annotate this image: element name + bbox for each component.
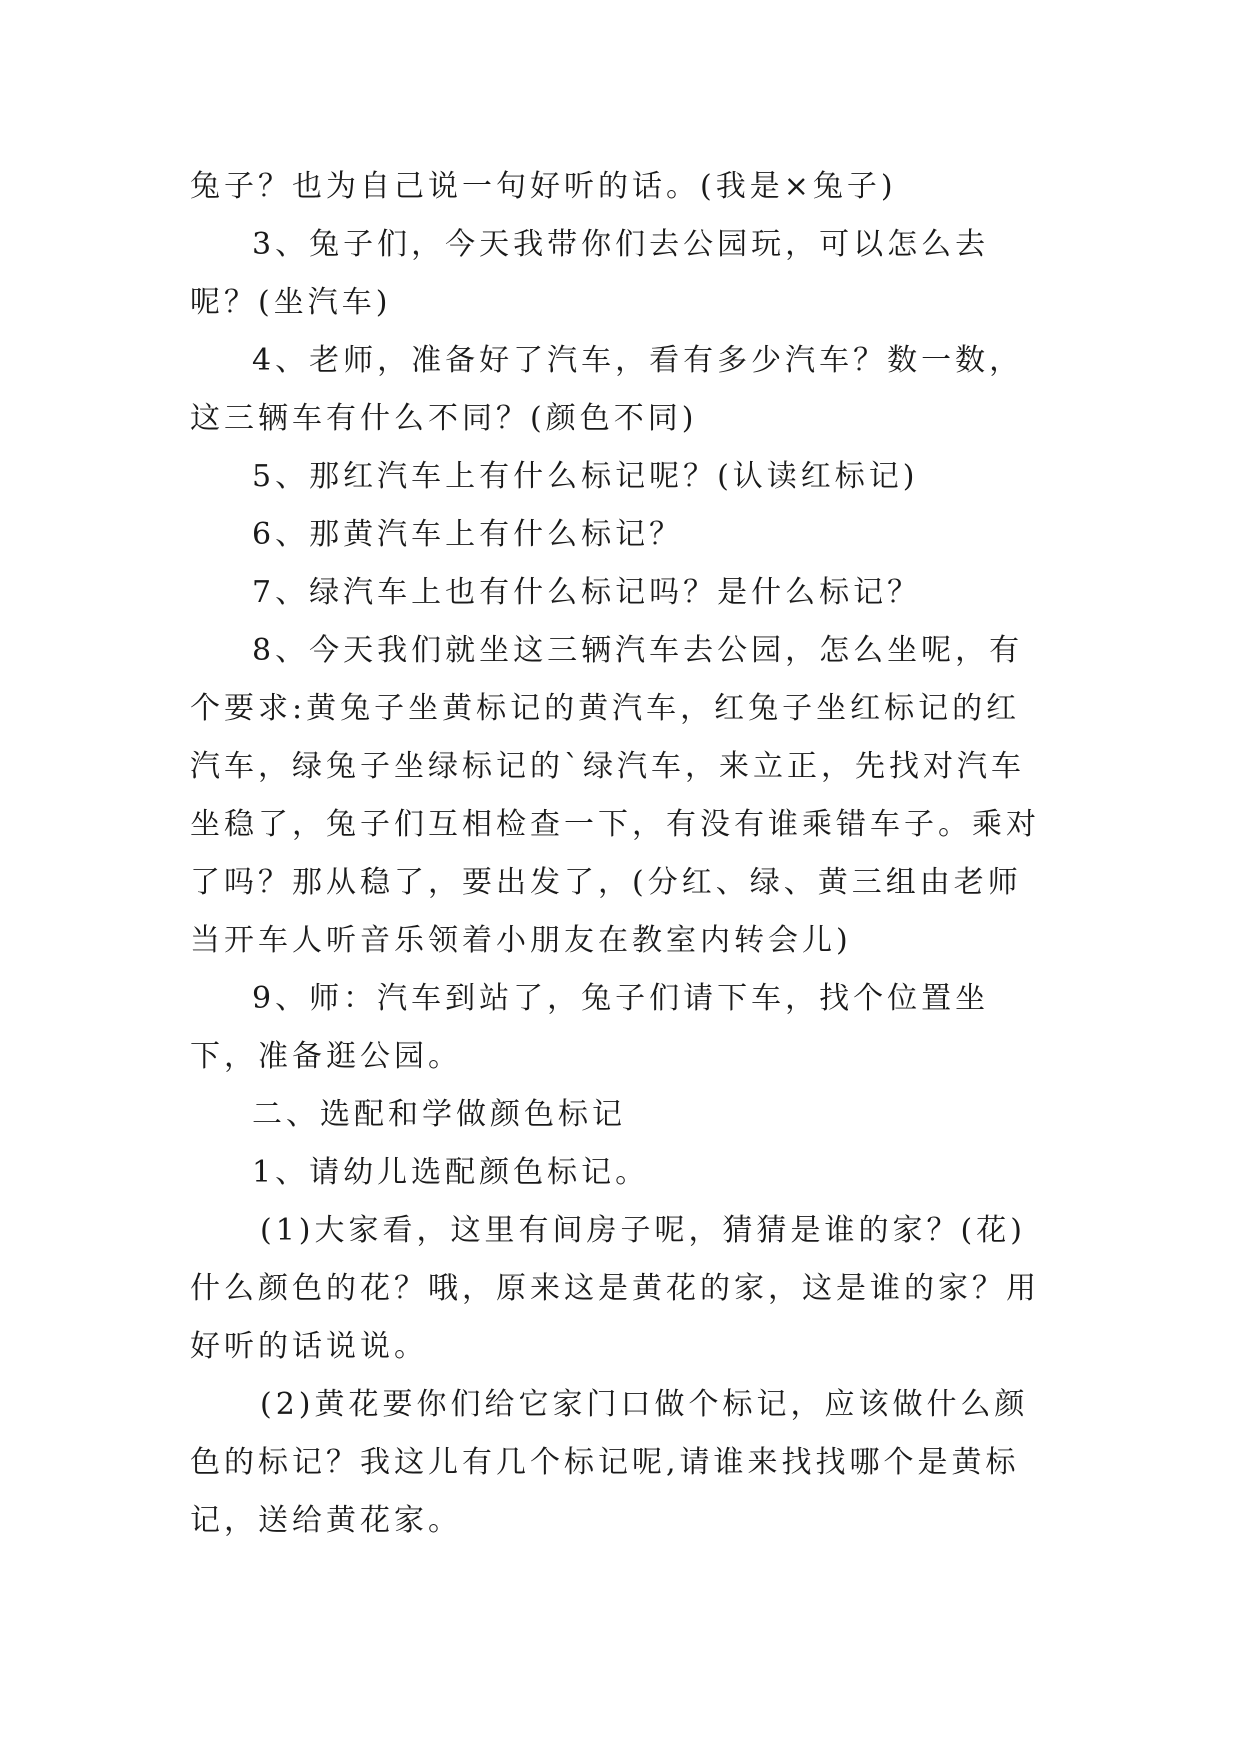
paragraph-subitem-1: 1、请幼儿选配颜色标记。 <box>252 1155 650 1190</box>
paragraph-item-4: 4、老师，准备好了汽车，看有多少汽车？数一数，这三辆车有什么不同？(颜色不同) <box>190 343 1024 436</box>
paragraph-item-9: 9、师：汽车到站了，兔子们请下车，找个位置坐下，准备逛公园。 <box>190 981 990 1074</box>
paragraph-item-8: 8、今天我们就坐这三辆汽车去公园，怎么坐呢，有个要求:黄兔子坐黄标记的黄汽车，红兔子坐红标记的红汽车，绿兔子坐绿标记的`绿汽车，来立正，先找对汽车坐稳了，兔子们互相检查一下，有没有谁乘错车子。乘对了吗？那从稳了，要出发了，(分红、绿、黄三组由老师当开车人听音乐领着小朋友在教室内转会儿) <box>190 633 1040 958</box>
paragraph-subitem-1-2: (2)黄花要你们给它家门口做个标记，应该做什么颜色的标记？我这儿有几个标记呢,请谁来找找哪个是黄标记，送给黄花家。 <box>190 1387 1029 1538</box>
document-page <box>190 158 1050 1550</box>
paragraph-continued: 兔子？也为自己说一句好听的话。(我是×兔子) <box>190 169 897 204</box>
paragraph-item-3: 3、兔子们，今天我带你们去公园玩，可以怎么去呢？(坐汽车) <box>190 227 990 320</box>
section-heading-2: 二、选配和学做颜色标记 <box>252 1097 626 1132</box>
paragraph-subitem-1-1: (1)大家看，这里有间房子呢，猜猜是谁的家？(花)什么颜色的花？哦，原来这是黄花的家，这是谁的家？用好听的话说说。 <box>190 1213 1040 1364</box>
paragraph-item-7: 7、绿汽车上也有什么标记吗？是什么标记？ <box>252 575 922 610</box>
paragraph-item-6: 6、那黄汽车上有什么标记？ <box>252 517 684 552</box>
paragraph-item-5: 5、那红汽车上有什么标记呢？(认读红标记) <box>252 459 919 494</box>
